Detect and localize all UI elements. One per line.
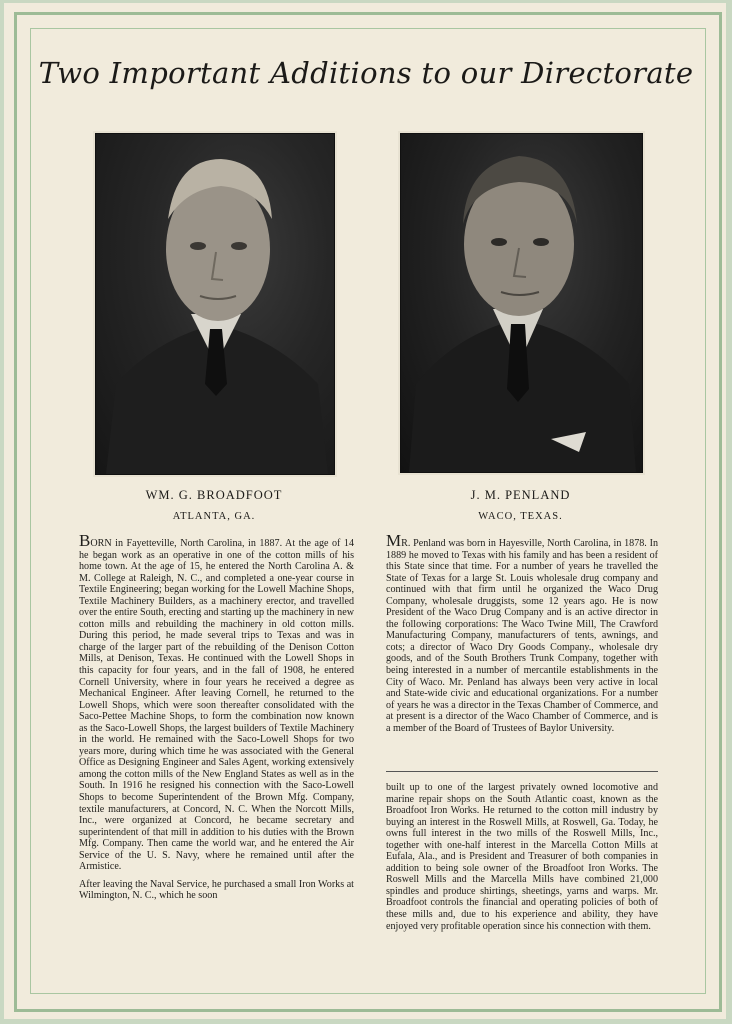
name-penland: J. M. PENLAND xyxy=(470,488,571,502)
name-broadfoot: WM. G. BROADFOOT xyxy=(145,488,283,502)
paragraph xyxy=(79,531,354,873)
location-penland: WACO, TEXAS. xyxy=(478,511,563,522)
paragraph: built up to one of the largest privately owned locomotive and marine repair shops on the South Atlantic coast, known as the Broadfoot Iron Works. He returned to the cotton mill industry by buying an interest in the Roswell Mills, at Roswell, Ga. Today, he owns full interest in the two mills of the Roswell Mills, Inc., together with one-half interest in the Marcella Cotton Mills at Eufala, Ala., and is President and Treasurer of both companies in addition to being sole owner of the Broadfoot Iron Works. The Roswell Mills and the Marcella Mills have combined 21,000 spindles and produce shirtings, sheetings, yarns and warps. Mr. Broadfoot controls the financial and operating policies of both of these mills and, due to his experience and ability, they have enjoyed very profitable operation since his connection with them. xyxy=(386,782,658,932)
column-divider xyxy=(386,771,658,772)
paragraph xyxy=(386,531,658,734)
drop-cap: M xyxy=(386,531,402,550)
article-broadfoot xyxy=(79,531,354,902)
portrait-broadfoot xyxy=(95,133,335,475)
location-broadfoot: ATLANTA, GA. xyxy=(172,511,256,522)
article-continuation xyxy=(386,782,658,932)
portrait-broadfoot-image xyxy=(96,134,334,474)
drop-cap: B xyxy=(79,531,91,550)
portrait-penland xyxy=(400,133,643,473)
portrait-penland-image xyxy=(401,134,642,472)
paragraph-text: R. Penland was born in Hayesville, North Carolina, in 1878. In 1889 he moved to Texas with his family and has been a resident of this State since that time. For a number of years he travelled the State of Texas for a large St. Louis wholesale drug company and continued with that firm until he organized the Waco Drug Company, wholesale druggists, some 12 years ago. He is now President of the Waco Drug Company and is an active director in the following corporations: The Waco Twine Mill, The Crawford Manufacturing Company, manufacturers of tents, awnings, and cots; a director of Waco Dry Goods Company., wholesale dry goods, and of the South Brothers Trunk Company, together with being interested in a number of mercantile establishments in the City of Waco. Mr. Penland has always been very active in local and State-wide civic and educational organizations. For a number of years he was a director in the Texas Chamber of Commerce, and at present is a director of the Waco Chamber of Commerce, and is a member of the Board of Trustees of Baylor University. xyxy=(386,538,658,734)
page-title: Two Important Additions to our Directorate xyxy=(38,56,694,90)
article-penland xyxy=(386,531,658,734)
paragraph: After leaving the Naval Service, he purchased a small Iron Works at Wilmington, N. C., which he soon xyxy=(79,878,354,902)
paragraph-text: ORN in Fayetteville, North Carolina, in 1887. At the age of 14 he began work as an operative in one of the cotton mills of his home town. At the age of 15, he entered the North Carolina A. & M. College at Raleigh, N. C., and completed a one-year course in Textile Engineering; began working for the Lowell Machine Shops, Textile Machinery Builders, as a machinery erector, and travelled over the entire South, erecting and starting up the machinery in new cotton mills and rebuilding the machinery in old cotton mills. During this period, he made several trips to Texas and was in charge of the larger part of the rebuilding of the Denison Cotton Mills, at Denison, Texas. He continued with the Lowell Shops in this capacity for four years, and in the fall of 1908, he entered Cornell University, where in four years he received a degree as Mechanical Engineer. After leaving Cornell, he returned to the Lowell Shops, which were soon thereafter consolidated with the Saco-Pettee Machine Shops, to form the combination now known as the Saco-Lowell Shops, the largest builders of Textile Machinery in the world. He remained with the Saco-Lowell Shops for two years more, during which time he was associated with the General Office as Designing Engineer and Sales Agent, working extensively among the cotton mills of the New England States as well as in the South. In 1916 he resigned his connection with the Saco-Lowell Shops to become Superintendent of the Brown Mfg. Company, textile manufacturers, at Concord, N. C. When the Norcott Mills, Inc., were organized at Concord, he became secretary and superintendent of that mill in addition to his duties with the Brown Mfg. Company. Then came the world war, and he entered the Air Service of the U. S. Navy, where he remained until after the Armistice. xyxy=(79,538,354,873)
